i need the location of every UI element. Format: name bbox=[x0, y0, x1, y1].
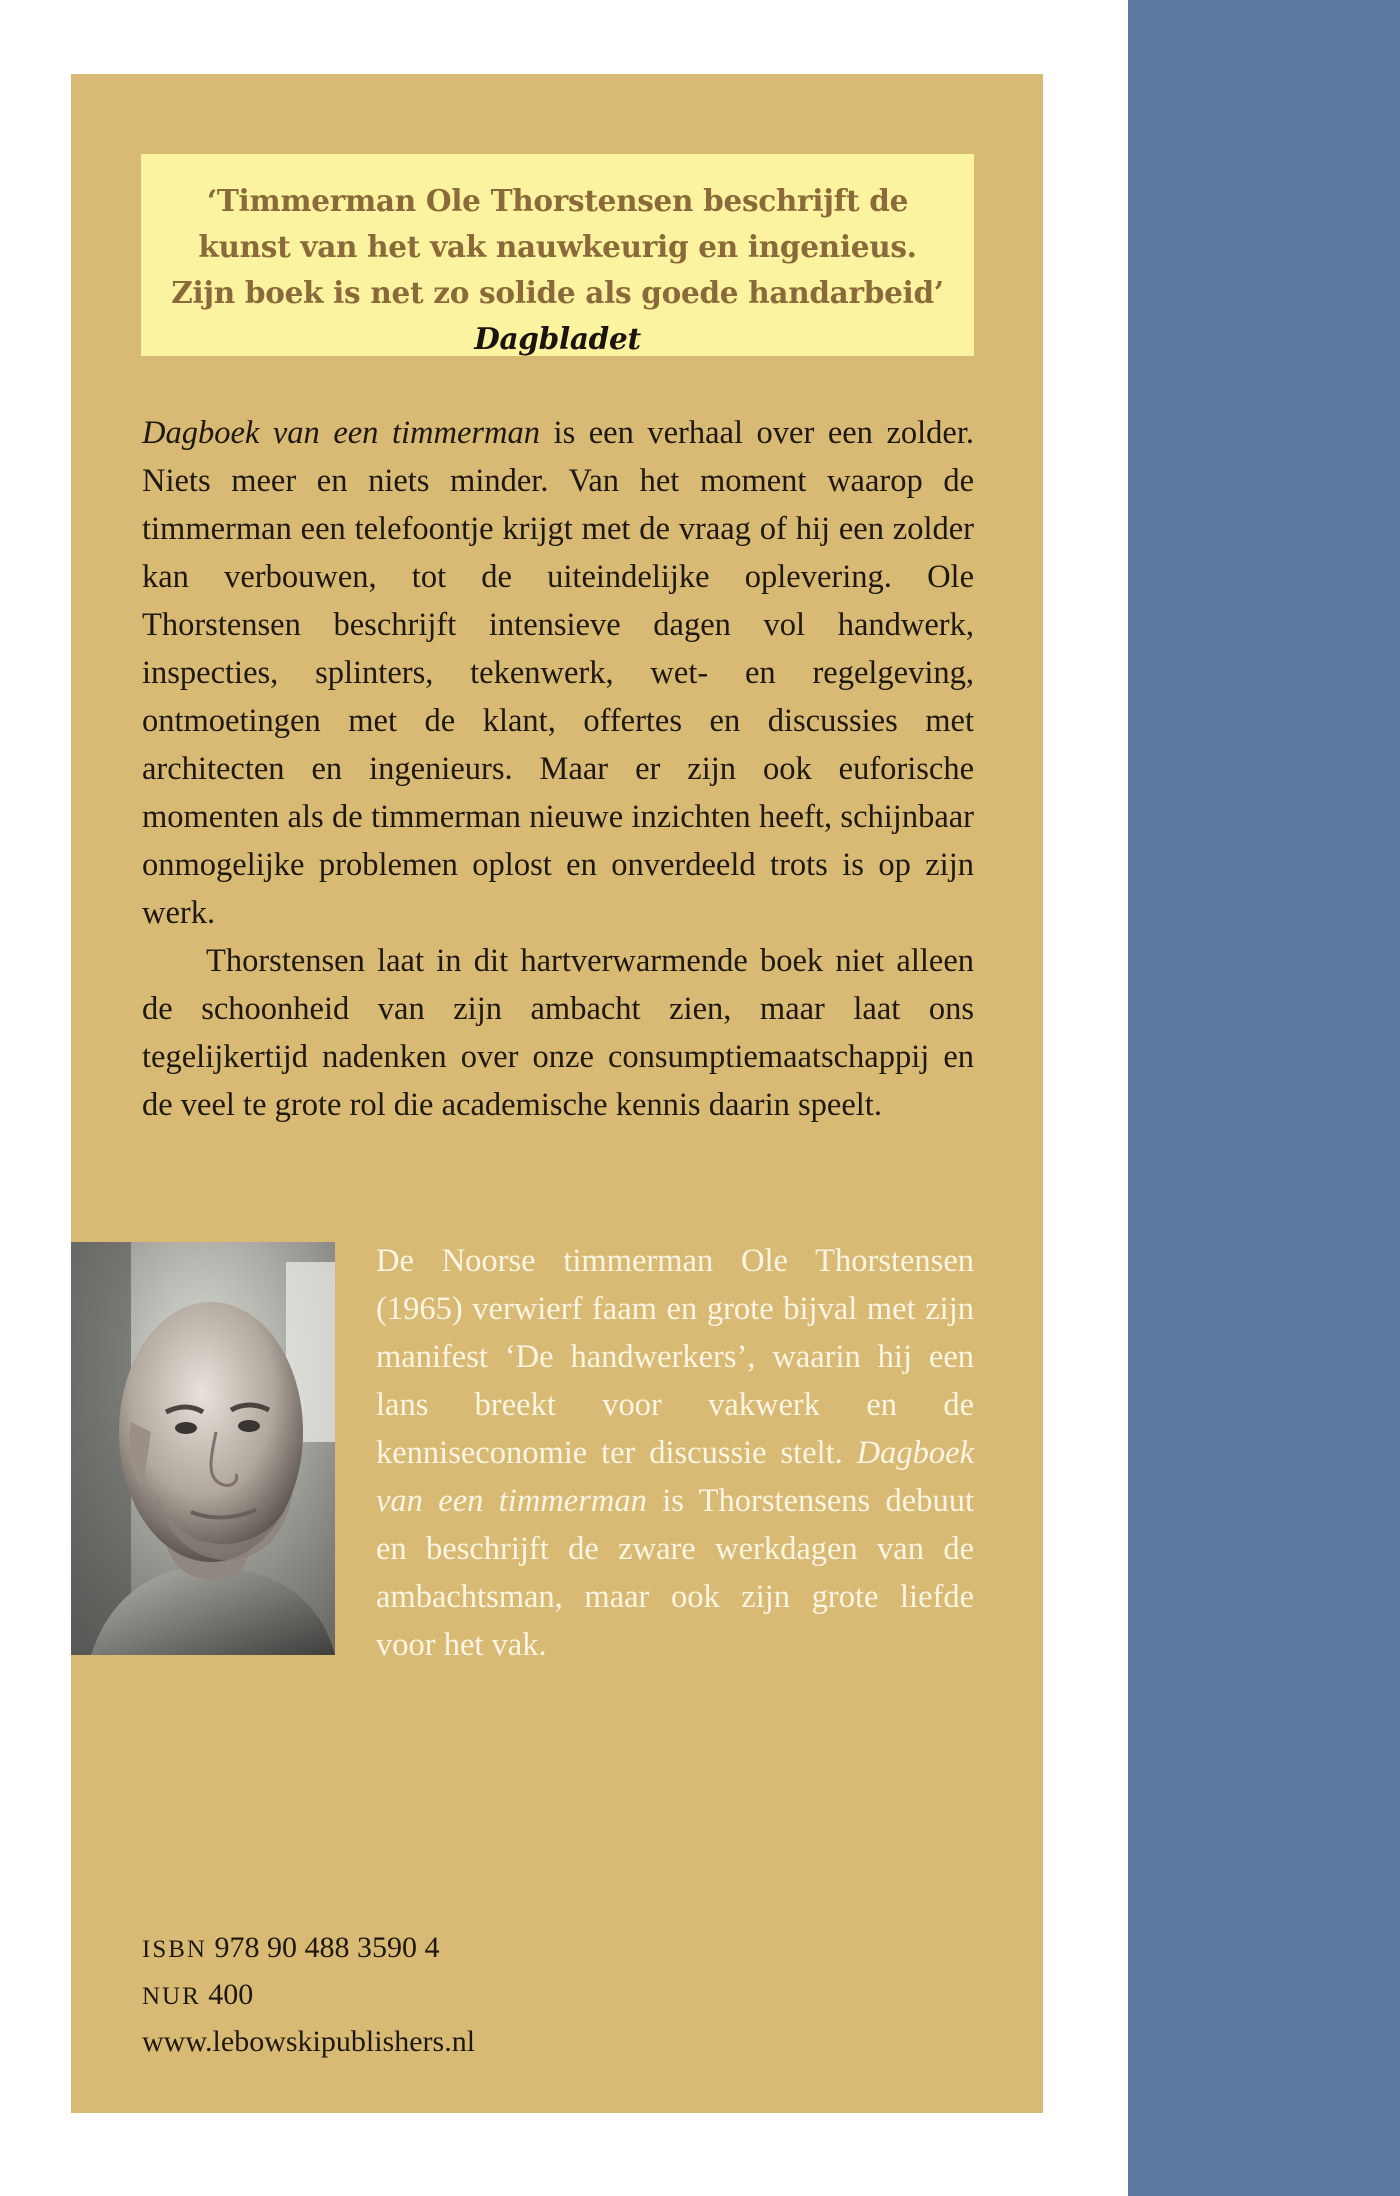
press-quote-source: Dagbladet bbox=[474, 321, 641, 356]
blurb-paragraph-2: Thorstensen laat in dit hartverwarmende boek niet alleen de schoonheid van zijn ambacht zien, maar laat ons tegelijkertijd nadenken over onze consumptiemaatschappij en de veel te grote rol die academische kennis daarin speelt. bbox=[142, 943, 974, 1123]
imprint-block bbox=[142, 1925, 475, 2064]
book-blurb bbox=[142, 409, 974, 1129]
isbn-number: 978 90 488 3590 4 bbox=[206, 1931, 440, 1964]
press-quote-box bbox=[141, 154, 974, 356]
author-portrait-image bbox=[71, 1242, 335, 1655]
author-bio-text-1: De Noorse timmerman Ole Thorstensen (1965) verwierf faam en grote bijval met zijn manifest ‘De handwerkers’, waarin hij een lans breekt voor vakwerk en de kenniseconomie ter discussie stelt. bbox=[376, 1243, 974, 1471]
back-cover bbox=[71, 74, 1043, 2113]
author-bio-book-title: Dagboek van een timmerman bbox=[376, 1435, 974, 1519]
author-photo bbox=[71, 1242, 335, 1655]
nur-line bbox=[142, 1972, 475, 2019]
nur-label: NUR bbox=[142, 1983, 201, 2010]
author-bio-paragraph bbox=[376, 1237, 974, 1669]
publisher-website: www.lebowskipublishers.nl bbox=[142, 2025, 476, 2058]
isbn-line bbox=[142, 1925, 475, 1972]
author-bio bbox=[376, 1237, 974, 1669]
blurb-paragraph-1-text: is een verhaal over een zolder. Niets meer en niets minder. Van het moment waarop de timmerman een telefoontje krijgt met de vraag of hij een zolder kan verbouwen, tot de uiteindelijke oplevering. Ole Thorstensen beschrijft intensieve dagen vol handwerk, inspecties, splinters, tekenwerk, wet- en regelgeving, ontmoetingen met de klant, offertes en discussies met architecten en ingenieurs. Maar er zijn ook euforische momenten als de timmerman nieuwe inzichten heeft, schijnbaar onmogelijke problemen oplost en onverdeeld trots is op zijn werk. bbox=[142, 415, 974, 931]
blurb-book-title: Dagboek van een timmerman bbox=[142, 415, 540, 451]
spine-strip bbox=[1128, 0, 1400, 2196]
press-quote-text: ‘Timmerman Ole Thorstensen beschrijft de kunst van het vak nauwkeurig en ingenieus. Zijn boek is net zo solide als goede handarbeid’ bbox=[171, 183, 944, 310]
blurb-paragraph-1 bbox=[142, 409, 974, 937]
author-bio-text-2: is Thorstensens debuut en beschrijft de zware werkdagen van de ambachtsman, maar ook zijn grote liefde voor het vak. bbox=[376, 1483, 974, 1663]
isbn-label: ISBN bbox=[142, 1936, 207, 1963]
nur-number: 400 bbox=[200, 1978, 254, 2011]
